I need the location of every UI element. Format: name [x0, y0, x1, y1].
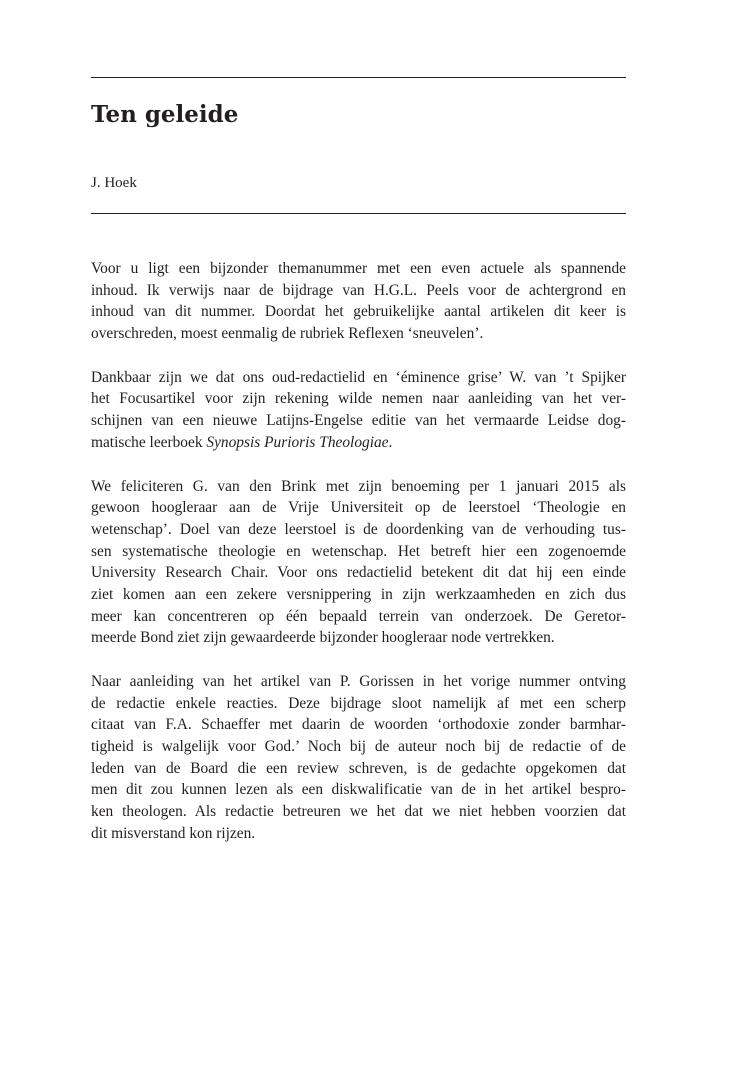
paragraph-1	[91, 258, 626, 345]
text-line: ziet komen aan een zekere versnippering in zijn werkzaamheden en zich dus	[91, 585, 626, 603]
paragraph-2	[91, 367, 626, 454]
paragraph-4	[91, 671, 626, 845]
text-line: meerde Bond ziet zijn gewaardeerde bijzonder hoogleraar node vertrekken.	[91, 629, 555, 647]
book-title: Synopsis Purioris Theologiae	[206, 433, 389, 451]
text-line: meer kan concentreren op één bepaald terrein van onderzoek. De Geretor-	[91, 607, 626, 625]
text-line: gewoon hoogleraar aan de Vrije Universiteit op de leerstoel ‘Theologie en	[91, 499, 626, 517]
header-rule	[91, 213, 626, 214]
article-author: J. Hoek	[91, 175, 137, 191]
text-line: Dankbaar zijn we dat ons oud-redactielid en ‘éminence grise’ W. van ’t Spijker	[91, 368, 626, 386]
text-line: We feliciteren G. van den Brink met zijn benoeming per 1 januari 2015 als	[91, 477, 626, 495]
text-line: overschreden, moest eenmalig de rubriek Reflexen ‘sneuvelen’.	[91, 325, 484, 343]
text-line: schijnen van een nieuwe Latijns-Engelse editie van het vermaarde Leidse dog-	[91, 412, 626, 430]
text-line: tigheid is walgelijk voor God.’ Noch bij de auteur noch bij de redactie of de	[91, 738, 626, 756]
top-rule	[91, 77, 626, 78]
text-line: inhoud van dit nummer. Doordat het gebruikelijke aantal artikelen dit keer is	[91, 303, 626, 321]
text-line: Voor u ligt een bijzonder themanummer met een even actuele als spannende	[91, 260, 626, 277]
paragraph-3	[91, 476, 626, 650]
text-line: het Focusartikel voor zijn rekening wilde nemen naar aanleiding van het ver-	[91, 390, 626, 408]
text-line: Naar aanleiding van het artikel van P. Gorissen in het vorige nummer ontving	[91, 673, 626, 690]
text-run: .	[388, 433, 393, 451]
text-line: de redactie enkele reacties. Deze bijdrage sloot namelijk af met een scherp	[91, 694, 626, 712]
text-line: ken theologen. Als redactie betreuren we het dat we niet hebben voorzien dat	[91, 803, 626, 821]
article-title: Ten geleide	[91, 101, 239, 128]
text-line	[91, 432, 626, 454]
text-line: men dit zou kunnen lezen als een diskwalificatie van de in het artikel bespro-	[91, 781, 626, 799]
text-line: sen systematische theologie en wetenschap. Het betreft hier een zogenoemde	[91, 542, 626, 560]
text-line: wetenschap’. Doel van deze leerstoel is de doordenking van de verhouding tus-	[91, 520, 626, 538]
text-run: matische leerboek	[91, 433, 207, 451]
text-line: leden van de Board die een review schreven, is de gedachte opgekomen dat	[91, 759, 626, 777]
text-line: inhoud. Ik verwijs naar de bijdrage van H.G.L. Peels voor de achtergrond en	[91, 281, 626, 299]
text-line: citaat van F.A. Schaeffer met daarin de woorden ‘orthodoxie zonder barmhar-	[91, 716, 626, 734]
text-line: University Research Chair. Voor ons redactielid betekent dit dat hij een einde	[91, 564, 626, 582]
text-line: dit misverstand kon rijzen.	[91, 824, 256, 842]
article-body	[91, 258, 626, 867]
